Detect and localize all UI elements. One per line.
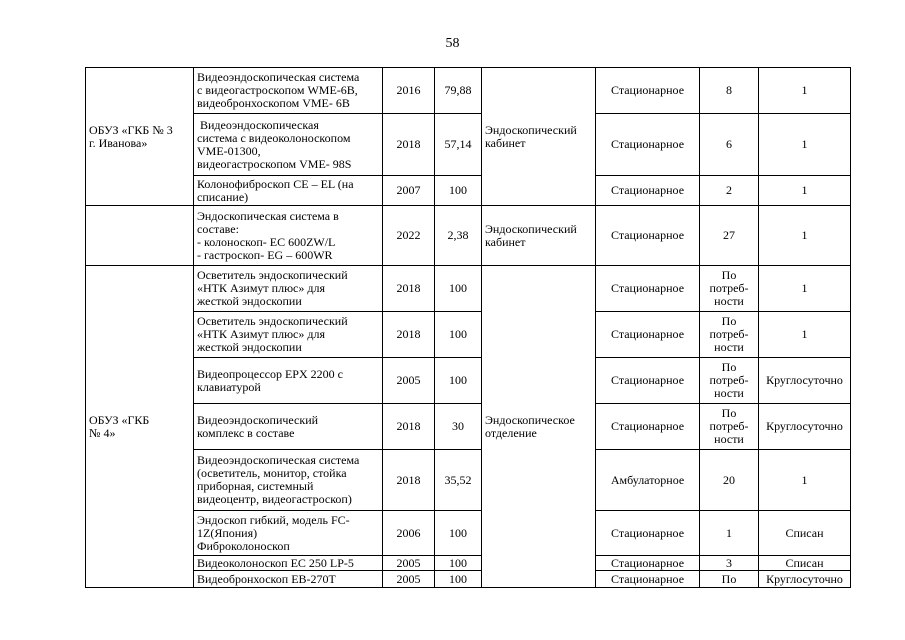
usage-type-cell: Стационарное bbox=[596, 266, 700, 312]
mode-cell: 1 bbox=[759, 450, 851, 511]
mode-cell: 1 bbox=[759, 266, 851, 312]
quantity-cell: По потреб- ности bbox=[700, 312, 759, 358]
equipment-name: Видеопроцессор EPX 2200 с клавиатурой bbox=[194, 358, 383, 404]
year-cell: 2018 bbox=[383, 312, 435, 358]
usage-type-cell: Стационарное bbox=[596, 114, 700, 176]
usage-type-cell: Амбулаторное bbox=[596, 450, 700, 511]
org-cell bbox=[86, 206, 194, 266]
table-row bbox=[86, 206, 851, 266]
year-cell: 2018 bbox=[383, 114, 435, 176]
wear-cell: 79,88 bbox=[435, 68, 482, 114]
mode-cell: Круглосуточно bbox=[759, 358, 851, 404]
equipment-name: Видеоэндоскопический комплекс в составе bbox=[194, 404, 383, 450]
page-number: 58 bbox=[445, 36, 460, 51]
mode-cell: Круглосуточно bbox=[759, 571, 851, 588]
org-cell: ОБУЗ «ГКБ № 3 г. Иванова» bbox=[86, 68, 194, 206]
usage-type-cell: Стационарное bbox=[596, 358, 700, 404]
table-row bbox=[86, 176, 851, 206]
quantity-cell: По потреб- ности bbox=[700, 358, 759, 404]
wear-cell: 100 bbox=[435, 358, 482, 404]
quantity-cell: 20 bbox=[700, 450, 759, 511]
quantity-cell: 27 bbox=[700, 206, 759, 266]
equipment-name: Видеоэндоскопическая система с видеоколоноскопом VME-01300, видеогастроскопом VME- 98S bbox=[194, 114, 383, 176]
table-row bbox=[86, 556, 851, 571]
mode-cell: 1 bbox=[759, 114, 851, 176]
year-cell: 2007 bbox=[383, 176, 435, 206]
equipment-name: Осветитель эндоскопический «НТК Азимут плюс» для жесткой эндоскопии bbox=[194, 312, 383, 358]
quantity-cell: 1 bbox=[700, 511, 759, 556]
year-cell: 2005 bbox=[383, 571, 435, 588]
table-row bbox=[86, 450, 851, 511]
mode-cell: 1 bbox=[759, 206, 851, 266]
year-cell: 2022 bbox=[383, 206, 435, 266]
quantity-cell: 2 bbox=[700, 176, 759, 206]
table-row bbox=[86, 68, 851, 114]
usage-type-cell: Стационарное bbox=[596, 556, 700, 571]
table-row bbox=[86, 511, 851, 556]
equipment-name: Видеоколоноскоп EC 250 LP-5 bbox=[194, 556, 383, 571]
mode-cell: 1 bbox=[759, 312, 851, 358]
wear-cell: 100 bbox=[435, 571, 482, 588]
usage-type-cell: Стационарное bbox=[596, 68, 700, 114]
quantity-cell: 6 bbox=[700, 114, 759, 176]
table-row bbox=[86, 571, 851, 588]
wear-cell: 2,38 bbox=[435, 206, 482, 266]
equipment-name: Видеоэндоскопическая система (осветитель, монитор, стойка приборная, системный видеоцентр, видеогастроскоп) bbox=[194, 450, 383, 511]
year-cell: 2018 bbox=[383, 450, 435, 511]
quantity-cell: По потреб- ности bbox=[700, 404, 759, 450]
wear-cell: 100 bbox=[435, 556, 482, 571]
mode-cell: Списан bbox=[759, 556, 851, 571]
equipment-name: Видеоэндоскопическая система с видеогастроскопом WME-6B, видеобронхоскопом VME- 6B bbox=[194, 68, 383, 114]
table-row bbox=[86, 312, 851, 358]
equipment-name: Эндоскоп гибкий, модель FC- 1Z(Япония) Фиброколоноскоп bbox=[194, 511, 383, 556]
department-cell: Эндоскопический кабинет bbox=[482, 68, 596, 206]
wear-cell: 35,52 bbox=[435, 450, 482, 511]
quantity-cell: По bbox=[700, 571, 759, 588]
table-row bbox=[86, 358, 851, 404]
quantity-cell: 3 bbox=[700, 556, 759, 571]
year-cell: 2016 bbox=[383, 68, 435, 114]
year-cell: 2005 bbox=[383, 556, 435, 571]
mode-cell: 1 bbox=[759, 176, 851, 206]
table-row bbox=[86, 114, 851, 176]
equipment-name: Осветитель эндоскопический «НТК Азимут плюс» для жесткой эндоскопии bbox=[194, 266, 383, 312]
wear-cell: 100 bbox=[435, 312, 482, 358]
quantity-cell: 8 bbox=[700, 68, 759, 114]
usage-type-cell: Стационарное bbox=[596, 511, 700, 556]
wear-cell: 100 bbox=[435, 266, 482, 312]
mode-cell: Списан bbox=[759, 511, 851, 556]
wear-cell: 57,14 bbox=[435, 114, 482, 176]
usage-type-cell: Стационарное bbox=[596, 312, 700, 358]
quantity-cell: По потреб- ности bbox=[700, 266, 759, 312]
mode-cell: Круглосуточно bbox=[759, 404, 851, 450]
equipment-name: Эндоскопическая система в составе: - колоноскоп- EC 600ZW/L - гастроскоп- EG – 600WR bbox=[194, 206, 383, 266]
table-row bbox=[86, 266, 851, 312]
equipment-name: Видеобронхоскоп EB-270T bbox=[194, 571, 383, 588]
department-cell: Эндоскопический кабинет bbox=[482, 206, 596, 266]
wear-cell: 100 bbox=[435, 511, 482, 556]
org-cell: ОБУЗ «ГКБ № 4» bbox=[86, 266, 194, 588]
year-cell: 2018 bbox=[383, 266, 435, 312]
year-cell: 2005 bbox=[383, 358, 435, 404]
usage-type-cell: Стационарное bbox=[596, 404, 700, 450]
mode-cell: 1 bbox=[759, 68, 851, 114]
usage-type-cell: Стационарное bbox=[596, 571, 700, 588]
wear-cell: 30 bbox=[435, 404, 482, 450]
table-row bbox=[86, 404, 851, 450]
equipment-name: Колонофиброскоп CE – EL (на списание) bbox=[194, 176, 383, 206]
wear-cell: 100 bbox=[435, 176, 482, 206]
usage-type-cell: Стационарное bbox=[596, 176, 700, 206]
year-cell: 2018 bbox=[383, 404, 435, 450]
year-cell: 2006 bbox=[383, 511, 435, 556]
department-cell: Эндоскопическое отделение bbox=[482, 266, 596, 588]
equipment-table bbox=[85, 67, 851, 588]
usage-type-cell: Стационарное bbox=[596, 206, 700, 266]
